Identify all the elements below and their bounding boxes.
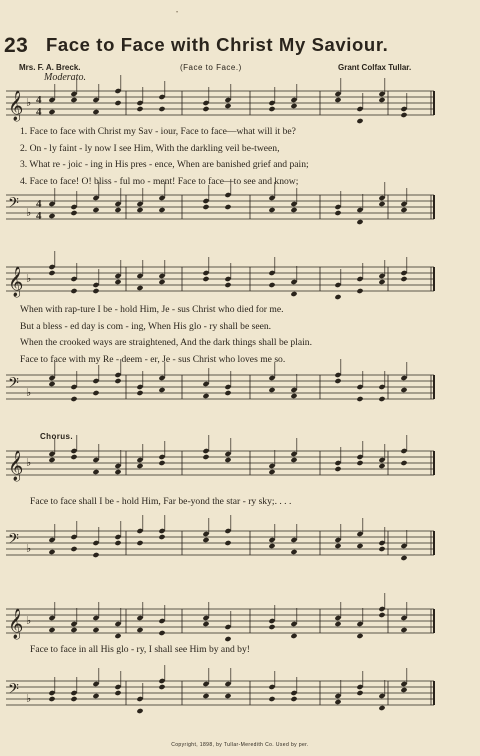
- note-head: [92, 693, 99, 699]
- note-head: [136, 390, 143, 396]
- note-head: [224, 457, 231, 463]
- verse-line: When with rap-ture I be - hold Him, Je - sus Christ who died for me.: [20, 304, 284, 315]
- note-head: [356, 219, 363, 225]
- bass-clef-icon: 𝄢: [8, 195, 19, 215]
- note-head: [136, 708, 143, 714]
- note-head: [334, 97, 341, 103]
- note-head: [114, 207, 121, 213]
- flat-sign-icon: ♭: [26, 543, 32, 555]
- verse-line: Face to face with my Re - deem - er, Je - sus Christ who loves me so.: [20, 353, 286, 365]
- verse-line: 1. Face to face with Christ my Sav - iour, Face to face—what will it be?: [20, 126, 296, 137]
- note-head: [70, 546, 77, 552]
- note-head: [400, 687, 407, 693]
- flat-sign-icon: ♭: [26, 693, 32, 705]
- note-head: [136, 106, 143, 112]
- note-head: [268, 106, 275, 112]
- note-head: [356, 543, 363, 549]
- note-head: [114, 540, 121, 546]
- chorus-lyric-line: Face to face shall I be - hold Him, Far be-yond the star - ry sky;. . . .: [30, 496, 292, 507]
- note-head: [136, 627, 143, 633]
- note-head: [92, 207, 99, 213]
- note-head: [158, 106, 165, 112]
- note-head: [92, 469, 99, 475]
- page-mark: •: [176, 10, 179, 16]
- note-head: [136, 285, 143, 291]
- note-head: [224, 540, 231, 546]
- note-head: [400, 276, 407, 282]
- note-head: [114, 378, 121, 384]
- flat-sign-icon: ♭: [26, 615, 32, 627]
- note-head: [290, 457, 297, 463]
- chorus-label: Chorus.: [40, 432, 74, 441]
- note-head: [48, 457, 55, 463]
- note-head: [268, 387, 275, 393]
- note-head: [378, 201, 385, 207]
- note-head: [224, 390, 231, 396]
- bass-clef-icon: 𝄢: [8, 531, 19, 551]
- note-head: [114, 279, 121, 285]
- note-head: [136, 463, 143, 469]
- note-head: [158, 534, 165, 540]
- note-head: [158, 279, 165, 285]
- note-head: [70, 97, 77, 103]
- note-head: [290, 103, 297, 109]
- note-head: [378, 97, 385, 103]
- note-head: [92, 288, 99, 294]
- note-head: [114, 690, 121, 696]
- treble-clef-icon: 𝄞: [8, 91, 24, 121]
- note-head: [334, 210, 341, 216]
- note-head: [268, 624, 275, 630]
- author-credit: Mrs. F. A. Breck.: [19, 63, 81, 72]
- note-head: [70, 627, 77, 633]
- note-head: [224, 693, 231, 699]
- note-head: [334, 466, 341, 472]
- note-head: [48, 696, 55, 702]
- note-head: [334, 378, 341, 384]
- note-head: [136, 540, 143, 546]
- note-head: [48, 213, 55, 219]
- note-head: [400, 555, 407, 561]
- note-head: [356, 396, 363, 402]
- staff-bass: [0, 676, 480, 710]
- note-head: [114, 633, 121, 639]
- note-head: [70, 288, 77, 294]
- note-head: [70, 210, 77, 216]
- note-head: [378, 612, 385, 618]
- hymn-number: 23: [4, 34, 29, 57]
- note-head: [224, 204, 231, 210]
- note-head: [290, 549, 297, 555]
- note-head: [356, 690, 363, 696]
- note-head: [268, 696, 275, 702]
- staff-bass: [0, 190, 480, 224]
- note-head: [136, 207, 143, 213]
- note-head: [378, 279, 385, 285]
- note-head: [290, 207, 297, 213]
- bass-clef-icon: 𝄢: [8, 375, 19, 395]
- verse-line: 3. What re - joic - ing in His pres - ence, When are banished grief and pain;: [20, 159, 309, 171]
- note-head: [268, 469, 275, 475]
- note-head: [70, 696, 77, 702]
- note-head: [334, 699, 341, 705]
- verse-line: 2. On - ly faint - ly now I see Him, With the darkling veil be-tween,: [20, 142, 280, 154]
- note-head: [224, 103, 231, 109]
- note-head: [378, 463, 385, 469]
- note-head: [334, 294, 341, 300]
- note-head: [290, 393, 297, 399]
- note-head: [48, 627, 55, 633]
- note-head: [48, 270, 55, 276]
- treble-clef-icon: 𝄞: [8, 451, 24, 481]
- composer-credit: Grant Colfax Tullar.: [338, 63, 412, 72]
- note-head: [268, 207, 275, 213]
- note-head: [400, 627, 407, 633]
- note-head: [92, 627, 99, 633]
- flat-sign-icon: ♭: [26, 97, 32, 109]
- staff-bass: [0, 526, 480, 560]
- note-head: [202, 537, 209, 543]
- staff-treble: [0, 86, 480, 120]
- note-head: [158, 387, 165, 393]
- time-signature-icon: 4: [36, 94, 42, 106]
- staff-bass: [0, 370, 480, 404]
- note-head: [114, 100, 121, 106]
- note-head: [202, 621, 209, 627]
- note-head: [70, 454, 77, 460]
- note-head: [202, 106, 209, 112]
- note-head: [92, 109, 99, 115]
- tempo-marking: Moderato.: [44, 72, 86, 83]
- treble-clef-icon: 𝄞: [8, 267, 24, 297]
- note-head: [158, 460, 165, 466]
- flat-sign-icon: ♭: [26, 207, 32, 219]
- note-head: [158, 207, 165, 213]
- note-head: [378, 705, 385, 711]
- note-head: [202, 204, 209, 210]
- flat-sign-icon: ♭: [26, 273, 32, 285]
- note-head: [70, 396, 77, 402]
- note-head: [356, 633, 363, 639]
- note-head: [334, 543, 341, 549]
- verse-line: When the crooked ways are straightened, And the dark things shall be plain.: [20, 337, 312, 349]
- staff-treble: [0, 262, 480, 296]
- note-head: [224, 282, 231, 288]
- staff-treble: [0, 604, 480, 638]
- note-head: [202, 276, 209, 282]
- verse-lyrics-block: [20, 124, 440, 190]
- treble-clef-icon: 𝄞: [8, 609, 24, 639]
- note-head: [48, 109, 55, 115]
- chorus-lyric-line: Face to face in all His glo - ry, I shall see Him by and by!: [30, 644, 250, 655]
- note-head: [356, 460, 363, 466]
- note-head: [400, 207, 407, 213]
- note-head: [378, 546, 385, 552]
- note-head: [400, 387, 407, 393]
- note-head: [158, 684, 165, 690]
- note-head: [202, 393, 209, 399]
- note-head: [202, 454, 209, 460]
- note-head: [92, 552, 99, 558]
- note-head: [48, 381, 55, 387]
- hymn-title: Face to Face with Christ My Saviour.: [46, 34, 389, 55]
- verse-line: 4. Face to face! O! bliss - ful mo - ment! Face to face—to see and know;: [20, 175, 299, 187]
- note-head: [114, 469, 121, 475]
- note-head: [202, 693, 209, 699]
- note-head: [158, 630, 165, 636]
- note-head: [290, 696, 297, 702]
- verse-lyrics-block: [20, 302, 440, 368]
- note-head: [378, 396, 385, 402]
- note-head: [334, 621, 341, 627]
- note-head: [48, 549, 55, 555]
- flat-sign-icon: ♭: [26, 387, 32, 399]
- copyright-notice: Copyright, 1898, by Tullar-Meredith Co. Used by per.: [171, 742, 309, 748]
- note-head: [92, 390, 99, 396]
- note-head: [356, 288, 363, 294]
- time-signature-icon: 4: [36, 106, 42, 118]
- note-head: [400, 460, 407, 466]
- time-signature-icon: 4: [36, 198, 42, 210]
- staff-treble: [0, 446, 480, 480]
- note-head: [268, 282, 275, 288]
- tune-name: (Face to Face.): [180, 63, 242, 72]
- bass-clef-icon: 𝄢: [8, 681, 19, 701]
- flat-sign-icon: ♭: [26, 457, 32, 469]
- note-head: [400, 112, 407, 118]
- note-head: [290, 633, 297, 639]
- time-signature-icon: 4: [36, 210, 42, 222]
- verse-line: But a bless - ed day is com - ing, When His glo - ry shall be seen.: [20, 320, 272, 332]
- note-head: [268, 543, 275, 549]
- note-head: [290, 291, 297, 297]
